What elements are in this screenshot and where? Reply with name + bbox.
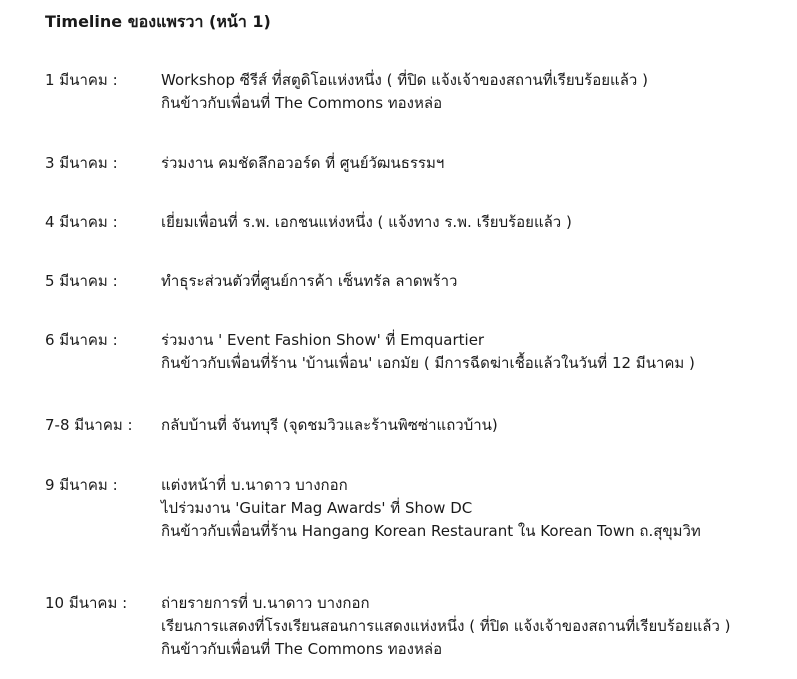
entry-activities [161, 329, 695, 375]
entry-activities [161, 270, 457, 293]
activity-line: Workshop ซีรีส์ ที่สตูดิโอแห่งหนึ่ง ( ที่ปิด แจ้งเจ้าของสถานที่เรียบร้อยแล้ว ) [161, 71, 648, 89]
activity-line: เยี่ยมเพื่อนที่ ร.พ. เอกชนแห่งหนึ่ง ( แจ้งทาง ร.พ. เรียบร้อยแล้ว ) [161, 213, 572, 231]
activity-line: กินข้าวกับเพื่อนที่ร้าน Hangang Korean Restaurant ใน Korean Town ถ.สุขุมวิท [161, 522, 701, 540]
timeline-entry-mar-10 [45, 592, 731, 661]
timeline-entry-mar-3 [45, 152, 444, 175]
timeline-entry-mar-5 [45, 270, 457, 293]
entry-date: 10 มีนาคม : [45, 594, 128, 612]
page-title: Timeline ของแพรวา (หน้า 1) [45, 12, 271, 31]
entry-date: 1 มีนาคม : [45, 71, 118, 89]
entry-date: 6 มีนาคม : [45, 331, 118, 349]
activity-line: กินข้าวกับเพื่อนที่ The Commons ทองหล่อ [161, 640, 443, 658]
entry-activities [161, 414, 498, 437]
entry-date: 7-8 มีนาคม : [45, 416, 133, 434]
entry-activities [161, 474, 701, 543]
timeline-entry-mar-9 [45, 474, 701, 543]
timeline-entry-mar-7-8 [45, 414, 498, 437]
timeline-entry-mar-4 [45, 211, 572, 234]
activity-line: กินข้าวกับเพื่อนที่ร้าน 'บ้านเพื่อน' เอกมัย ( มีการฉีดฆ่าเชื้อแล้วในวันที่ 12 มีนาคม ) [161, 354, 695, 372]
timeline-entry-mar-1 [45, 69, 648, 115]
activity-line: ร่วมงาน ' Event Fashion Show' ที่ Emquartier [161, 331, 485, 349]
activity-line: กินข้าวกับเพื่อนที่ The Commons ทองหล่อ [161, 94, 443, 112]
timeline-entry-mar-6 [45, 329, 695, 375]
activity-line: กลับบ้านที่ จันทบุรี (จุดชมวิวและร้านพิซซ่าแถวบ้าน) [161, 416, 498, 434]
entry-date: 3 มีนาคม : [45, 154, 118, 172]
activity-line: ไปร่วมงาน 'Guitar Mag Awards' ที่ Show DC [161, 499, 473, 517]
entry-date: 4 มีนาคม : [45, 213, 118, 231]
entry-activities [161, 69, 648, 115]
activity-line: ถ่ายรายการที่ บ.นาดาว บางกอก [161, 594, 370, 612]
activity-line: ทำธุระส่วนตัวที่ศูนย์การค้า เซ็นทรัล ลาดพร้าว [161, 272, 458, 290]
entry-date: 9 มีนาคม : [45, 476, 118, 494]
activity-line: เรียนการแสดงที่โรงเรียนสอนการแสดงแห่งหนึ่ง ( ที่ปิด แจ้งเจ้าของสถานที่เรียบร้อยแล้ว ) [161, 617, 731, 635]
entry-date: 5 มีนาคม : [45, 272, 118, 290]
entry-activities [161, 211, 572, 234]
activity-line: ร่วมงาน คมชัดลึกอวอร์ด ที่ ศูนย์วัฒนธรรมฯ [161, 154, 445, 172]
entry-activities [161, 592, 731, 661]
activity-line: แต่งหน้าที่ บ.นาดาว บางกอก [161, 476, 348, 494]
entry-activities [161, 152, 444, 175]
